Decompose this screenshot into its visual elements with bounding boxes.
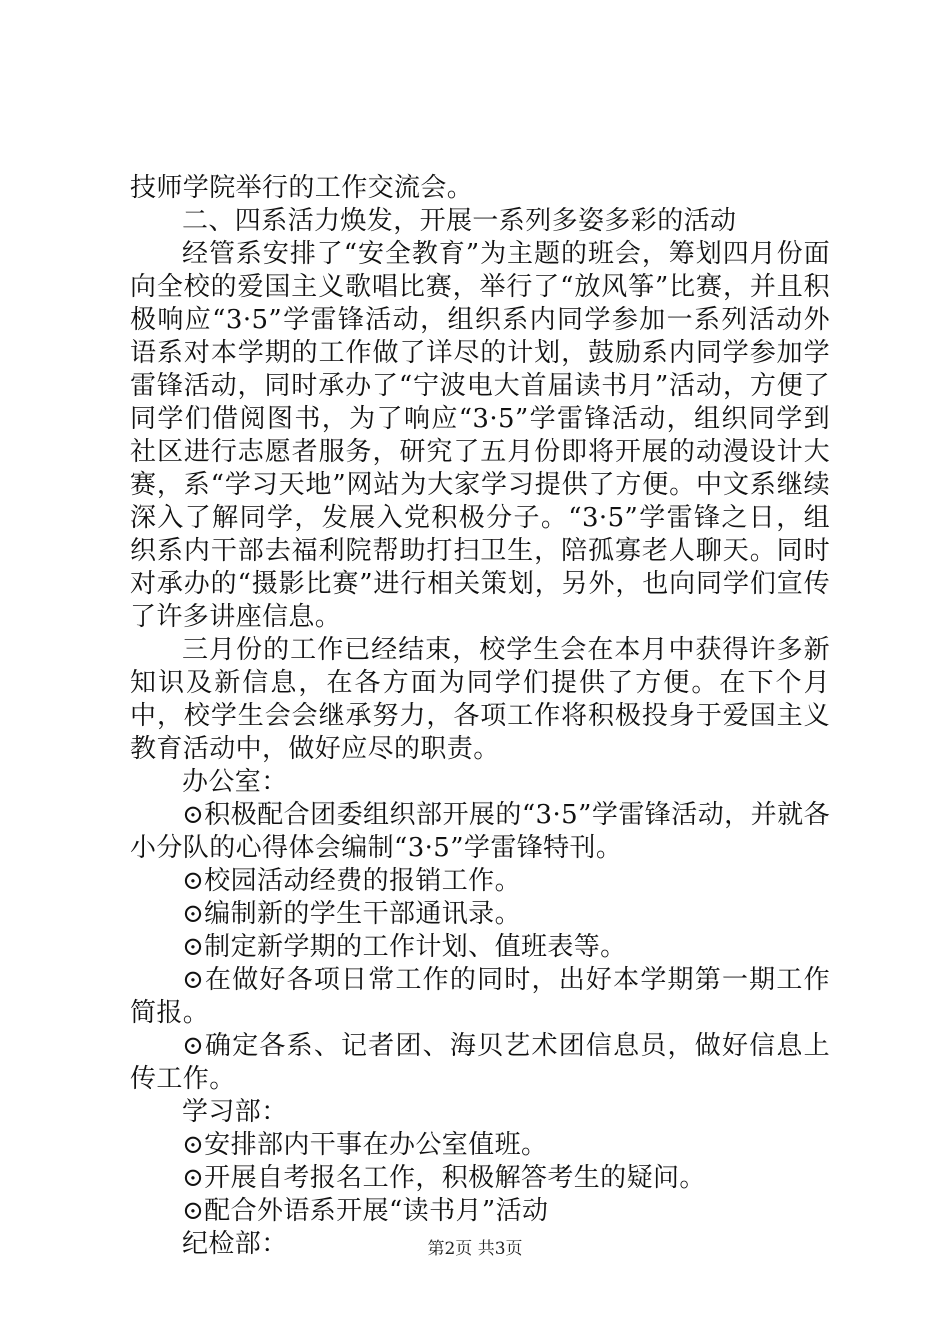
list-item: ⊙安排部内干事在办公室值班。 <box>182 1130 548 1160</box>
list-item: ⊙编制新的学生干部通讯录。 <box>182 899 521 929</box>
section-heading: 二、四系活力焕发，开展一系列多姿多彩的活动 <box>182 206 737 236</box>
list-item: ⊙开展自考报名工作，积极解答考生的疑问。 <box>182 1163 706 1193</box>
paragraph-summary: 三月份的工作已经结束，校学生会在本月中获得许多新知识及新信息，在各方面为同学们提供了方便。在下个月中，校学生会会继承努力，各项工作将积极投身于爱国主义教育活动中，做好应尽的职责。 <box>130 635 830 764</box>
paragraph-departments: 经管系安排了“安全教育”为主题的班会，筹划四月份面向全校的爱国主义歌唱比赛，举行了“放风筝”比赛，并且积极响应“3·5”学雷锋活动，组织系内同学参加一系列活动外语系对本学期的工作做了详尽的计划，鼓励系内同学参加学雷锋活动，同时承办了“宁波电大首届读书月”活动，方便了同学们借阅图书，为了响应“3·5”学雷锋活动，组织同学到社区进行志愿者服务，研究了五月份即将开展的动漫设计大赛，系“学习天地”网站为大家学习提供了方便。中文系继续深入了解同学，发展入党积极分子。“3·5”学雷锋之日，组织系内干部去福利院帮助打扫卫生，陪孤寡老人聊天。同时对承办的“摄影比赛”进行相关策划，另外，也向同学们宣传了许多讲座信息。 <box>130 239 830 632</box>
office-heading: 办公室： <box>182 767 288 797</box>
list-item: ⊙积极配合团委组织部开展的“3·5”学雷锋活动，并就各小分队的心得体会编制“3·5”学雷锋特刊。 <box>130 800 830 863</box>
document-body <box>130 172 830 1261</box>
list-item: ⊙配合外语系开展“读书月”活动 <box>182 1196 549 1226</box>
paragraph-continuation: 技师学院举行的工作交流会。 <box>130 173 474 203</box>
page-footer: 第2页 共3页 <box>427 1239 523 1259</box>
discipline-dept-heading: 纪检部： <box>182 1229 288 1259</box>
list-item: ⊙制定新学期的工作计划、值班表等。 <box>182 932 627 962</box>
list-item: ⊙在做好各项日常工作的同时，出好本学期第一期工作简报。 <box>130 965 830 1028</box>
list-item: ⊙校园活动经费的报销工作。 <box>182 866 521 896</box>
study-dept-heading: 学习部： <box>182 1097 288 1127</box>
list-item: ⊙确定各系、记者团、海贝艺术团信息员，做好信息上传工作。 <box>130 1031 830 1094</box>
